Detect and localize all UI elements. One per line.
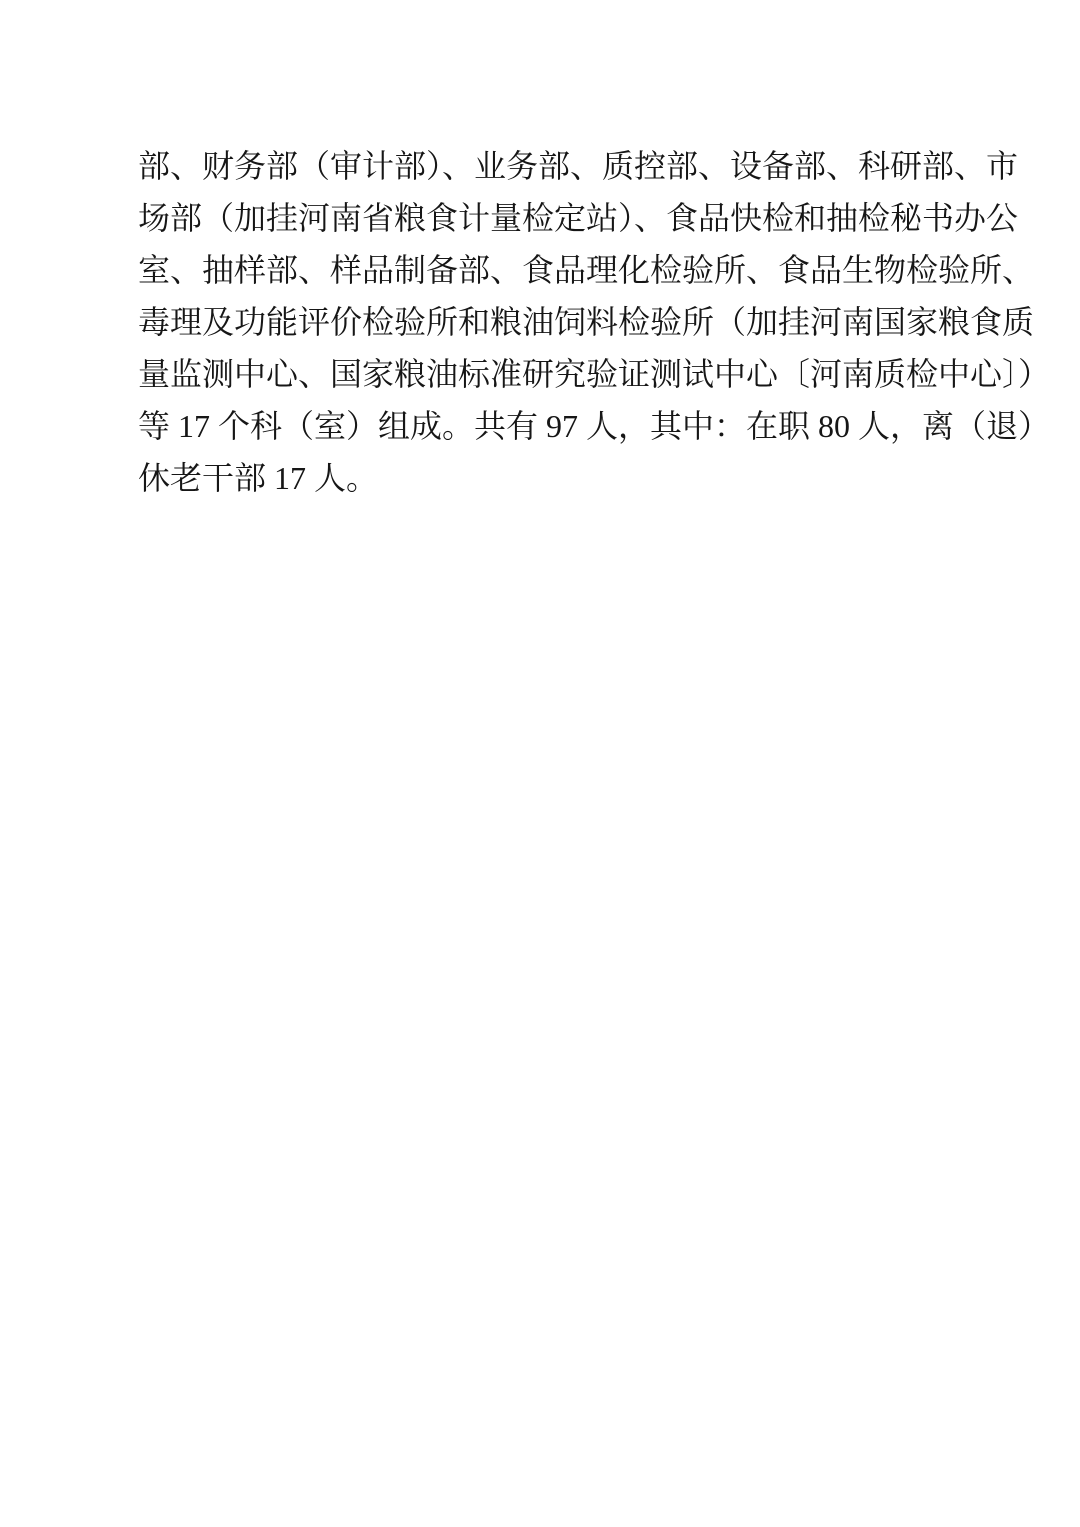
paragraph-block (138, 140, 1051, 504)
document-line: 部、财务部（审计部）、业务部、质控部、设备部、科研部、市 (138, 148, 1019, 184)
document-line: 休老干部 17 人。 (138, 460, 379, 496)
document-line: 场部（加挂河南省粮食计量检定站）、食品快检和抽检秘书办公 (138, 200, 1019, 236)
document-line: 毒理及功能评价检验所和粮油饲料检验所（加挂河南国家粮食质 (138, 304, 1035, 340)
document-line: 量监测中心、国家粮油标准研究验证测试中心〔河南质检中心〕） (138, 356, 1051, 392)
document-line: 等 17 个科（室）组成。共有 97 人，其中：在职 80 人，离（退） (138, 408, 1051, 444)
document-line: 室、抽样部、样品制备部、食品理化检验所、食品生物检验所、 (138, 252, 1035, 288)
